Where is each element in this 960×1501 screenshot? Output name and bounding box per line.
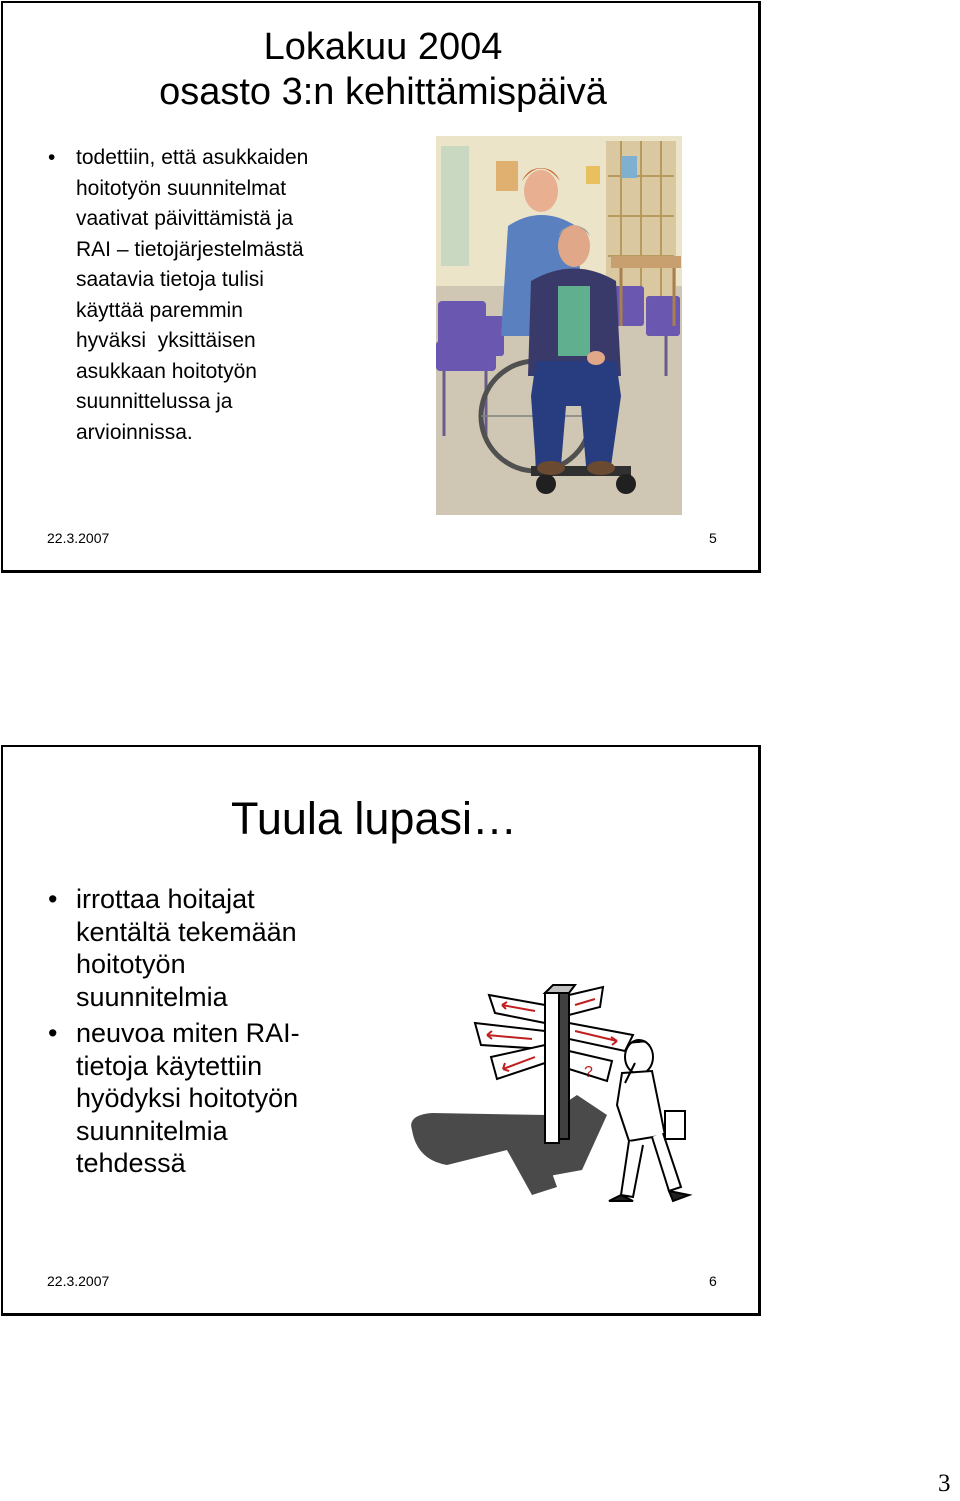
bullet-line: käyttää paremmin <box>76 298 243 322</box>
title-line-1: Lokakuu 2004 <box>263 26 503 68</box>
footer-date: 22.3.2007 <box>47 1273 110 1289</box>
signpost-clipart <box>407 965 697 1210</box>
bullet-item <box>48 143 408 448</box>
title-line-2: osasto 3:n kehittämispäivä <box>159 71 607 113</box>
bullet-line: • neuvoa miten RAI- <box>76 1018 300 1048</box>
slide-number: 5 <box>709 530 717 546</box>
bullet-line: suunnittelussa ja <box>76 390 233 413</box>
bullet-line: suunnitelmia <box>76 1115 228 1146</box>
bullet-line: • irrottaa hoitajat <box>76 884 255 914</box>
bullet-line: tietoja käytettiin <box>76 1050 263 1081</box>
bullet-item <box>48 1017 378 1180</box>
nursing-home-photo <box>436 136 682 515</box>
bullet-line: RAI – tietojärjestelmästä <box>76 237 304 261</box>
bullet-item <box>48 883 378 1013</box>
bullet-list <box>48 883 378 1180</box>
slide-6 <box>1 745 761 1316</box>
bullet-line: suunnitelmia <box>76 981 228 1012</box>
bullet-line: vaativat päivittämistä ja <box>76 207 294 230</box>
bullet-line: • todettiin, että asukkaiden <box>76 146 309 169</box>
footer-date: 22.3.2007 <box>47 530 110 546</box>
bullet-line: hoitotyön suunnitelmat <box>76 176 287 200</box>
slide-title <box>103 25 663 115</box>
bullet-line: hyväksi yksittäisen <box>76 329 256 352</box>
slide-number: 6 <box>709 1273 717 1289</box>
slide-5 <box>1 1 761 573</box>
bullet-line: tehdessä <box>76 1148 186 1178</box>
bullet-line: kentältä tekemään <box>76 916 297 947</box>
bullet-line: saatavia tietoja tulisi <box>76 268 264 291</box>
svg-text:?: ? <box>584 1064 593 1081</box>
bullet-line: hoitotyön <box>76 949 186 979</box>
bullet-list <box>48 143 408 448</box>
bullet-line: arvioinnissa. <box>76 420 193 444</box>
bullet-line: asukkaan hoitotyön <box>76 359 257 383</box>
page-number: 3 <box>938 1470 951 1497</box>
bullet-line: hyödyksi hoitotyön <box>76 1083 299 1113</box>
slide-title: Tuula lupasi… <box>231 793 517 844</box>
